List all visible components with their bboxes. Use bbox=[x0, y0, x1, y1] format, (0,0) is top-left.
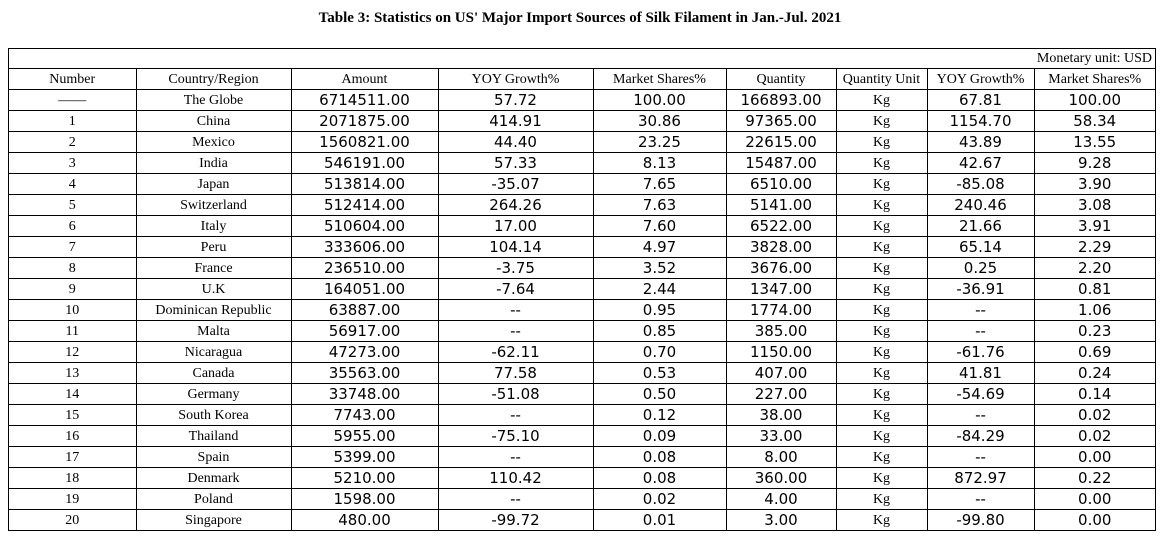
table-row bbox=[9, 510, 1155, 531]
table-row bbox=[9, 447, 1155, 468]
quantity-unit-cell: Kg bbox=[836, 342, 927, 363]
amount-yoy-cell: -51.08 bbox=[438, 384, 593, 405]
number-cell: 15 bbox=[9, 405, 136, 426]
amount-yoy-cell: -7.64 bbox=[438, 279, 593, 300]
amount-share-cell: 0.12 bbox=[593, 405, 726, 426]
amount-cell: 1598.00 bbox=[291, 489, 438, 510]
number-cell: 19 bbox=[9, 489, 136, 510]
table-row bbox=[9, 342, 1155, 363]
quantity-cell: 385.00 bbox=[726, 321, 836, 342]
quantity-yoy-cell: 42.67 bbox=[927, 153, 1034, 174]
number-cell: 17 bbox=[9, 447, 136, 468]
amount-share-cell: 0.85 bbox=[593, 321, 726, 342]
table-row bbox=[9, 216, 1155, 237]
amount-cell: 5399.00 bbox=[291, 447, 438, 468]
quantity-cell: 8.00 bbox=[726, 447, 836, 468]
amount-cell: 7743.00 bbox=[291, 405, 438, 426]
quantity-cell: 1150.00 bbox=[726, 342, 836, 363]
amount-share-cell: 30.86 bbox=[593, 111, 726, 132]
quantity-share-cell: 9.28 bbox=[1034, 153, 1155, 174]
quantity-unit-cell: Kg bbox=[836, 111, 927, 132]
amount-cell: 480.00 bbox=[291, 510, 438, 531]
amount-cell: 33748.00 bbox=[291, 384, 438, 405]
amount-yoy-cell: -75.10 bbox=[438, 426, 593, 447]
amount-cell: 164051.00 bbox=[291, 279, 438, 300]
amount-yoy-cell: 77.58 bbox=[438, 363, 593, 384]
amount-cell: 513814.00 bbox=[291, 174, 438, 195]
quantity-unit-cell: Kg bbox=[836, 216, 927, 237]
quantity-unit-cell: Kg bbox=[836, 426, 927, 447]
quantity-share-cell: 58.34 bbox=[1034, 111, 1155, 132]
number-cell: 12 bbox=[9, 342, 136, 363]
quantity-share-cell: 0.02 bbox=[1034, 426, 1155, 447]
amount-yoy-cell: -- bbox=[438, 321, 593, 342]
number-cell: 4 bbox=[9, 174, 136, 195]
table-row bbox=[9, 132, 1155, 153]
quantity-cell: 4.00 bbox=[726, 489, 836, 510]
quantity-share-cell: 3.91 bbox=[1034, 216, 1155, 237]
number-cell: 10 bbox=[9, 300, 136, 321]
amount-cell: 5210.00 bbox=[291, 468, 438, 489]
country-cell: Japan bbox=[136, 174, 291, 195]
amount-yoy-cell: 17.00 bbox=[438, 216, 593, 237]
amount-cell: 56917.00 bbox=[291, 321, 438, 342]
amount-yoy-cell: 104.14 bbox=[438, 237, 593, 258]
number-cell: 13 bbox=[9, 363, 136, 384]
quantity-cell: 22615.00 bbox=[726, 132, 836, 153]
amount-share-cell: 2.44 bbox=[593, 279, 726, 300]
quantity-unit-cell: Kg bbox=[836, 132, 927, 153]
table-row bbox=[9, 153, 1155, 174]
amount-yoy-cell: -35.07 bbox=[438, 174, 593, 195]
header-amount-yoy-growth: YOY Growth% bbox=[438, 69, 593, 90]
amount-share-cell: 0.08 bbox=[593, 468, 726, 489]
number-cell: 16 bbox=[9, 426, 136, 447]
country-cell: Denmark bbox=[136, 468, 291, 489]
amount-yoy-cell: 57.33 bbox=[438, 153, 593, 174]
amount-yoy-cell: 44.40 bbox=[438, 132, 593, 153]
quantity-cell: 38.00 bbox=[726, 405, 836, 426]
amount-share-cell: 0.08 bbox=[593, 447, 726, 468]
amount-yoy-cell: 110.42 bbox=[438, 468, 593, 489]
quantity-yoy-cell: -- bbox=[927, 300, 1034, 321]
table-row bbox=[9, 468, 1155, 489]
country-cell: Italy bbox=[136, 216, 291, 237]
quantity-yoy-cell: -36.91 bbox=[927, 279, 1034, 300]
amount-share-cell: 4.97 bbox=[593, 237, 726, 258]
quantity-cell: 166893.00 bbox=[726, 90, 836, 111]
country-cell: Canada bbox=[136, 363, 291, 384]
country-cell: Spain bbox=[136, 447, 291, 468]
country-cell: India bbox=[136, 153, 291, 174]
quantity-cell: 407.00 bbox=[726, 363, 836, 384]
quantity-yoy-cell: -- bbox=[927, 447, 1034, 468]
country-cell: Singapore bbox=[136, 510, 291, 531]
number-cell: 18 bbox=[9, 468, 136, 489]
country-cell: Dominican Republic bbox=[136, 300, 291, 321]
table-row bbox=[9, 279, 1155, 300]
quantity-unit-cell: Kg bbox=[836, 153, 927, 174]
table-row bbox=[9, 90, 1155, 111]
number-cell: 11 bbox=[9, 321, 136, 342]
quantity-unit-cell: Kg bbox=[836, 300, 927, 321]
amount-yoy-cell: -3.75 bbox=[438, 258, 593, 279]
table-row bbox=[9, 489, 1155, 510]
header-quantity-yoy-growth: YOY Growth% bbox=[927, 69, 1034, 90]
number-cell: 3 bbox=[9, 153, 136, 174]
number-cell: 7 bbox=[9, 237, 136, 258]
quantity-share-cell: 3.08 bbox=[1034, 195, 1155, 216]
quantity-unit-cell: Kg bbox=[836, 468, 927, 489]
country-cell: The Globe bbox=[136, 90, 291, 111]
amount-share-cell: 7.65 bbox=[593, 174, 726, 195]
quantity-yoy-cell: 21.66 bbox=[927, 216, 1034, 237]
amount-yoy-cell: 264.26 bbox=[438, 195, 593, 216]
amount-cell: 333606.00 bbox=[291, 237, 438, 258]
table-row bbox=[9, 384, 1155, 405]
quantity-unit-cell: Kg bbox=[836, 405, 927, 426]
quantity-cell: 33.00 bbox=[726, 426, 836, 447]
amount-share-cell: 23.25 bbox=[593, 132, 726, 153]
amount-cell: 35563.00 bbox=[291, 363, 438, 384]
quantity-share-cell: 0.14 bbox=[1034, 384, 1155, 405]
quantity-share-cell: 3.90 bbox=[1034, 174, 1155, 195]
amount-cell: 512414.00 bbox=[291, 195, 438, 216]
header-amount: Amount bbox=[291, 69, 438, 90]
country-cell: Malta bbox=[136, 321, 291, 342]
quantity-unit-cell: Kg bbox=[836, 174, 927, 195]
country-cell: Thailand bbox=[136, 426, 291, 447]
amount-cell: 236510.00 bbox=[291, 258, 438, 279]
header-row bbox=[9, 69, 1155, 90]
quantity-yoy-cell: 872.97 bbox=[927, 468, 1034, 489]
header-amount-market-shares: Market Shares% bbox=[593, 69, 726, 90]
quantity-yoy-cell: 43.89 bbox=[927, 132, 1034, 153]
quantity-cell: 5141.00 bbox=[726, 195, 836, 216]
quantity-share-cell: 0.00 bbox=[1034, 510, 1155, 531]
quantity-unit-cell: Kg bbox=[836, 447, 927, 468]
country-cell: Germany bbox=[136, 384, 291, 405]
quantity-share-cell: 0.81 bbox=[1034, 279, 1155, 300]
amount-share-cell: 0.02 bbox=[593, 489, 726, 510]
quantity-cell: 1347.00 bbox=[726, 279, 836, 300]
table-row bbox=[9, 300, 1155, 321]
quantity-cell: 227.00 bbox=[726, 384, 836, 405]
quantity-yoy-cell: 65.14 bbox=[927, 237, 1034, 258]
quantity-share-cell: 0.24 bbox=[1034, 363, 1155, 384]
country-cell: Peru bbox=[136, 237, 291, 258]
table-row bbox=[9, 111, 1155, 132]
amount-share-cell: 0.50 bbox=[593, 384, 726, 405]
country-cell: South Korea bbox=[136, 405, 291, 426]
quantity-unit-cell: Kg bbox=[836, 363, 927, 384]
quantity-unit-cell: Kg bbox=[836, 384, 927, 405]
country-cell: Mexico bbox=[136, 132, 291, 153]
header-quantity-market-shares: Market Shares% bbox=[1034, 69, 1155, 90]
amount-share-cell: 3.52 bbox=[593, 258, 726, 279]
quantity-unit-cell: Kg bbox=[836, 258, 927, 279]
header-country-region: Country/Region bbox=[136, 69, 291, 90]
country-cell: China bbox=[136, 111, 291, 132]
quantity-cell: 3828.00 bbox=[726, 237, 836, 258]
statistics-table bbox=[9, 69, 1155, 530]
quantity-yoy-cell: -- bbox=[927, 405, 1034, 426]
amount-yoy-cell: -- bbox=[438, 405, 593, 426]
quantity-unit-cell: Kg bbox=[836, 279, 927, 300]
quantity-cell: 3.00 bbox=[726, 510, 836, 531]
header-quantity: Quantity bbox=[726, 69, 836, 90]
quantity-yoy-cell: -- bbox=[927, 489, 1034, 510]
amount-cell: 63887.00 bbox=[291, 300, 438, 321]
table-row bbox=[9, 426, 1155, 447]
quantity-share-cell: 1.06 bbox=[1034, 300, 1155, 321]
amount-cell: 2071875.00 bbox=[291, 111, 438, 132]
number-cell: 1 bbox=[9, 111, 136, 132]
number-cell: —— bbox=[9, 90, 136, 111]
quantity-yoy-cell: -84.29 bbox=[927, 426, 1034, 447]
quantity-yoy-cell: 0.25 bbox=[927, 258, 1034, 279]
amount-yoy-cell: 414.91 bbox=[438, 111, 593, 132]
quantity-cell: 15487.00 bbox=[726, 153, 836, 174]
country-cell: Poland bbox=[136, 489, 291, 510]
number-cell: 8 bbox=[9, 258, 136, 279]
amount-share-cell: 8.13 bbox=[593, 153, 726, 174]
number-cell: 2 bbox=[9, 132, 136, 153]
statistics-table-frame bbox=[8, 48, 1156, 531]
quantity-share-cell: 0.00 bbox=[1034, 489, 1155, 510]
amount-cell: 47273.00 bbox=[291, 342, 438, 363]
quantity-unit-cell: Kg bbox=[836, 195, 927, 216]
table-row bbox=[9, 321, 1155, 342]
amount-cell: 1560821.00 bbox=[291, 132, 438, 153]
quantity-yoy-cell: -99.80 bbox=[927, 510, 1034, 531]
number-cell: 20 bbox=[9, 510, 136, 531]
country-cell: U.K bbox=[136, 279, 291, 300]
quantity-share-cell: 0.00 bbox=[1034, 447, 1155, 468]
amount-cell: 510604.00 bbox=[291, 216, 438, 237]
quantity-yoy-cell: 1154.70 bbox=[927, 111, 1034, 132]
number-cell: 14 bbox=[9, 384, 136, 405]
amount-cell: 6714511.00 bbox=[291, 90, 438, 111]
header-number: Number bbox=[9, 69, 136, 90]
quantity-cell: 97365.00 bbox=[726, 111, 836, 132]
number-cell: 6 bbox=[9, 216, 136, 237]
country-cell: Switzerland bbox=[136, 195, 291, 216]
amount-yoy-cell: -99.72 bbox=[438, 510, 593, 531]
quantity-yoy-cell: -54.69 bbox=[927, 384, 1034, 405]
quantity-unit-cell: Kg bbox=[836, 510, 927, 531]
amount-share-cell: 0.53 bbox=[593, 363, 726, 384]
quantity-unit-cell: Kg bbox=[836, 237, 927, 258]
quantity-share-cell: 2.29 bbox=[1034, 237, 1155, 258]
quantity-yoy-cell: -- bbox=[927, 321, 1034, 342]
quantity-yoy-cell: 240.46 bbox=[927, 195, 1034, 216]
amount-cell: 5955.00 bbox=[291, 426, 438, 447]
country-cell: Nicaragua bbox=[136, 342, 291, 363]
number-cell: 5 bbox=[9, 195, 136, 216]
table-title: Table 3: Statistics on US' Major Import Sources of Silk Filament in Jan.-Jul. 2021 bbox=[318, 10, 842, 26]
amount-yoy-cell: -- bbox=[438, 300, 593, 321]
quantity-cell: 360.00 bbox=[726, 468, 836, 489]
table-row bbox=[9, 237, 1155, 258]
quantity-share-cell: 0.22 bbox=[1034, 468, 1155, 489]
quantity-unit-cell: Kg bbox=[836, 321, 927, 342]
quantity-share-cell: 0.02 bbox=[1034, 405, 1155, 426]
table-row bbox=[9, 363, 1155, 384]
table-row bbox=[9, 405, 1155, 426]
quantity-share-cell: 13.55 bbox=[1034, 132, 1155, 153]
amount-yoy-cell: -62.11 bbox=[438, 342, 593, 363]
quantity-yoy-cell: -85.08 bbox=[927, 174, 1034, 195]
header-quantity-unit: Quantity Unit bbox=[836, 69, 927, 90]
amount-share-cell: 0.01 bbox=[593, 510, 726, 531]
amount-share-cell: 100.00 bbox=[593, 90, 726, 111]
monetary-unit-note: Monetary unit: USD bbox=[9, 49, 1155, 69]
quantity-share-cell: 100.00 bbox=[1034, 90, 1155, 111]
quantity-yoy-cell: -61.76 bbox=[927, 342, 1034, 363]
number-cell: 9 bbox=[9, 279, 136, 300]
amount-yoy-cell: -- bbox=[438, 447, 593, 468]
quantity-cell: 3676.00 bbox=[726, 258, 836, 279]
quantity-cell: 6510.00 bbox=[726, 174, 836, 195]
amount-share-cell: 7.63 bbox=[593, 195, 726, 216]
amount-share-cell: 0.09 bbox=[593, 426, 726, 447]
amount-yoy-cell: 57.72 bbox=[438, 90, 593, 111]
amount-share-cell: 0.95 bbox=[593, 300, 726, 321]
quantity-cell: 1774.00 bbox=[726, 300, 836, 321]
quantity-share-cell: 2.20 bbox=[1034, 258, 1155, 279]
quantity-share-cell: 0.69 bbox=[1034, 342, 1155, 363]
table-row bbox=[9, 258, 1155, 279]
quantity-yoy-cell: 67.81 bbox=[927, 90, 1034, 111]
amount-cell: 546191.00 bbox=[291, 153, 438, 174]
quantity-yoy-cell: 41.81 bbox=[927, 363, 1034, 384]
amount-share-cell: 7.60 bbox=[593, 216, 726, 237]
quantity-share-cell: 0.23 bbox=[1034, 321, 1155, 342]
quantity-cell: 6522.00 bbox=[726, 216, 836, 237]
table-row bbox=[9, 195, 1155, 216]
amount-yoy-cell: -- bbox=[438, 489, 593, 510]
table-row bbox=[9, 174, 1155, 195]
amount-share-cell: 0.70 bbox=[593, 342, 726, 363]
country-cell: France bbox=[136, 258, 291, 279]
table-body bbox=[9, 90, 1155, 531]
quantity-unit-cell: Kg bbox=[836, 489, 927, 510]
quantity-unit-cell: Kg bbox=[836, 90, 927, 111]
